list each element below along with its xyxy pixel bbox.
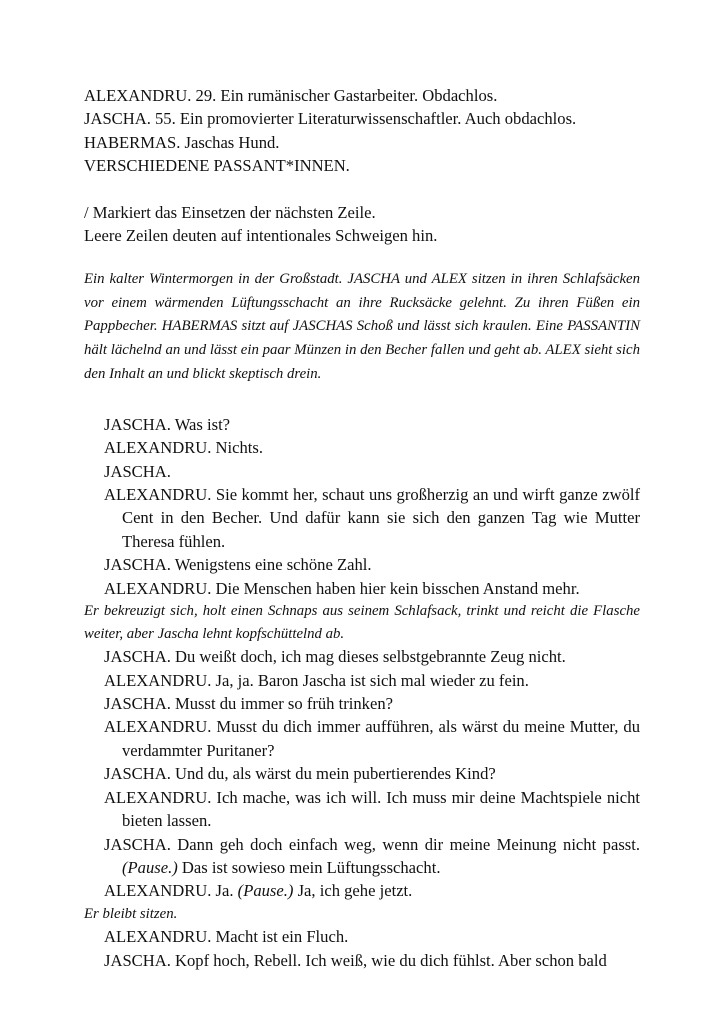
dialogue-line: ALEXANDRU. Ja, ja. Baron Jascha ist sich mal wieder zu fein. (104, 670, 529, 690)
cast-entry-jascha: JASCHA. 55. Ein promovierter Literaturwissenschaftler. Auch obdachlos. (84, 109, 577, 129)
dialogue-line: ALEXANDRU. Ich mache, was ich will. Ich muss mir deine Machtspiele nicht bieten lassen. (104, 787, 640, 831)
dialogue-line: JASCHA. (104, 461, 171, 481)
spacer (84, 248, 640, 266)
stage-direction: Er bleibt sitzen. (84, 905, 178, 922)
dialogue-line: JASCHA. Musst du immer so früh trinken? (104, 694, 393, 714)
cast-entry-passants: VERSCHIEDENE PASSANT*INNEN. (84, 156, 350, 176)
dialogue-line: ALEXANDRU. Sie kommt her, schaut uns großherzig an und wirft ganze zwölf Cent in den Becher. Und dafür kann sie sich den ganzen Tag wie Mutter Theresa fühlen. (104, 485, 640, 551)
dialogue-text: JASCHA. Dann geh doch einfach weg, wenn dir meine Meinung nicht passt. (104, 834, 640, 854)
notation-notes (84, 201, 640, 248)
dialogue-line: JASCHA. Und du, als wärst du mein pubertierendes Kind? (104, 764, 496, 784)
spacer (84, 178, 640, 201)
dialogue-line: JASCHA. Du weißt doch, ich mag dieses selbstgebrannte Zeug nicht. (104, 647, 566, 667)
dialogue-line (84, 879, 640, 902)
cast-entry-alexandru: ALEXANDRU. 29. Ein rumänischer Gastarbeiter. Obdachlos. (84, 86, 498, 105)
setting-stage-direction: Ein kalter Wintermorgen in der Großstadt. JASCHA und ALEX sitzen in ihren Schlafsäcken vor einem wärmenden Lüftungsschacht an ihre Rucksäcke gelehnt. Zu ihren Füßen ein Pappbecher. HABERMAS sitzt auf JASCHAS Schoß und lässt sich kraulen. Eine PASSANTIN hält lächelnd an und lässt ein paar Münzen in den Becher fallen und geht ab. ALEX sieht sich den Inhalt an und blickt skeptisch drein. (84, 270, 640, 383)
cast-entry-habermas: HABERMAS. Jaschas Hund. (84, 132, 280, 152)
dialogue-text: Das ist sowieso mein Lüftungsschacht. (181, 857, 441, 877)
dialogue-line: JASCHA. Was ist? (104, 414, 231, 434)
dialogue-line: JASCHA. Kopf hoch, Rebell. Ich weiß, wie du dich fühlst. Aber schon bald (104, 950, 607, 970)
dialogue-line: ALEXANDRU. Nichts. (104, 438, 264, 458)
note-empty-lines: Leere Zeilen deuten auf intentionales Schweigen hin. (84, 226, 438, 246)
pause-direction: (Pause.) (122, 857, 178, 877)
cast-list (84, 84, 640, 178)
dialogue-text: Ja, ich gehe jetzt. (297, 881, 413, 901)
dialogue-text: ALEXANDRU. Ja. (104, 881, 234, 901)
dialogue-line (84, 833, 640, 880)
dialogue-line: JASCHA. Wenigstens eine schöne Zahl. (104, 555, 372, 575)
note-slash: / Markiert das Einsetzen der nächsten Zeile. (84, 203, 376, 223)
dialogue-line: ALEXANDRU. Macht ist ein Fluch. (104, 927, 349, 947)
pause-direction: (Pause.) (237, 881, 294, 901)
stage-direction: Er bekreuzigt sich, holt einen Schnaps aus seinem Schlafsack, trinkt und reicht die Flasche weiter, aber Jascha lehnt kopfschüttelnd ab. (84, 603, 640, 642)
dialogue-line: ALEXANDRU. Die Menschen haben hier kein bisschen Anstand mehr. (104, 578, 580, 598)
dialogue (84, 413, 640, 972)
script-page (84, 84, 640, 972)
dialogue-line: ALEXANDRU. Musst du dich immer aufführen, als wärst du meine Mutter, du verdammter Puritaner? (104, 717, 640, 760)
